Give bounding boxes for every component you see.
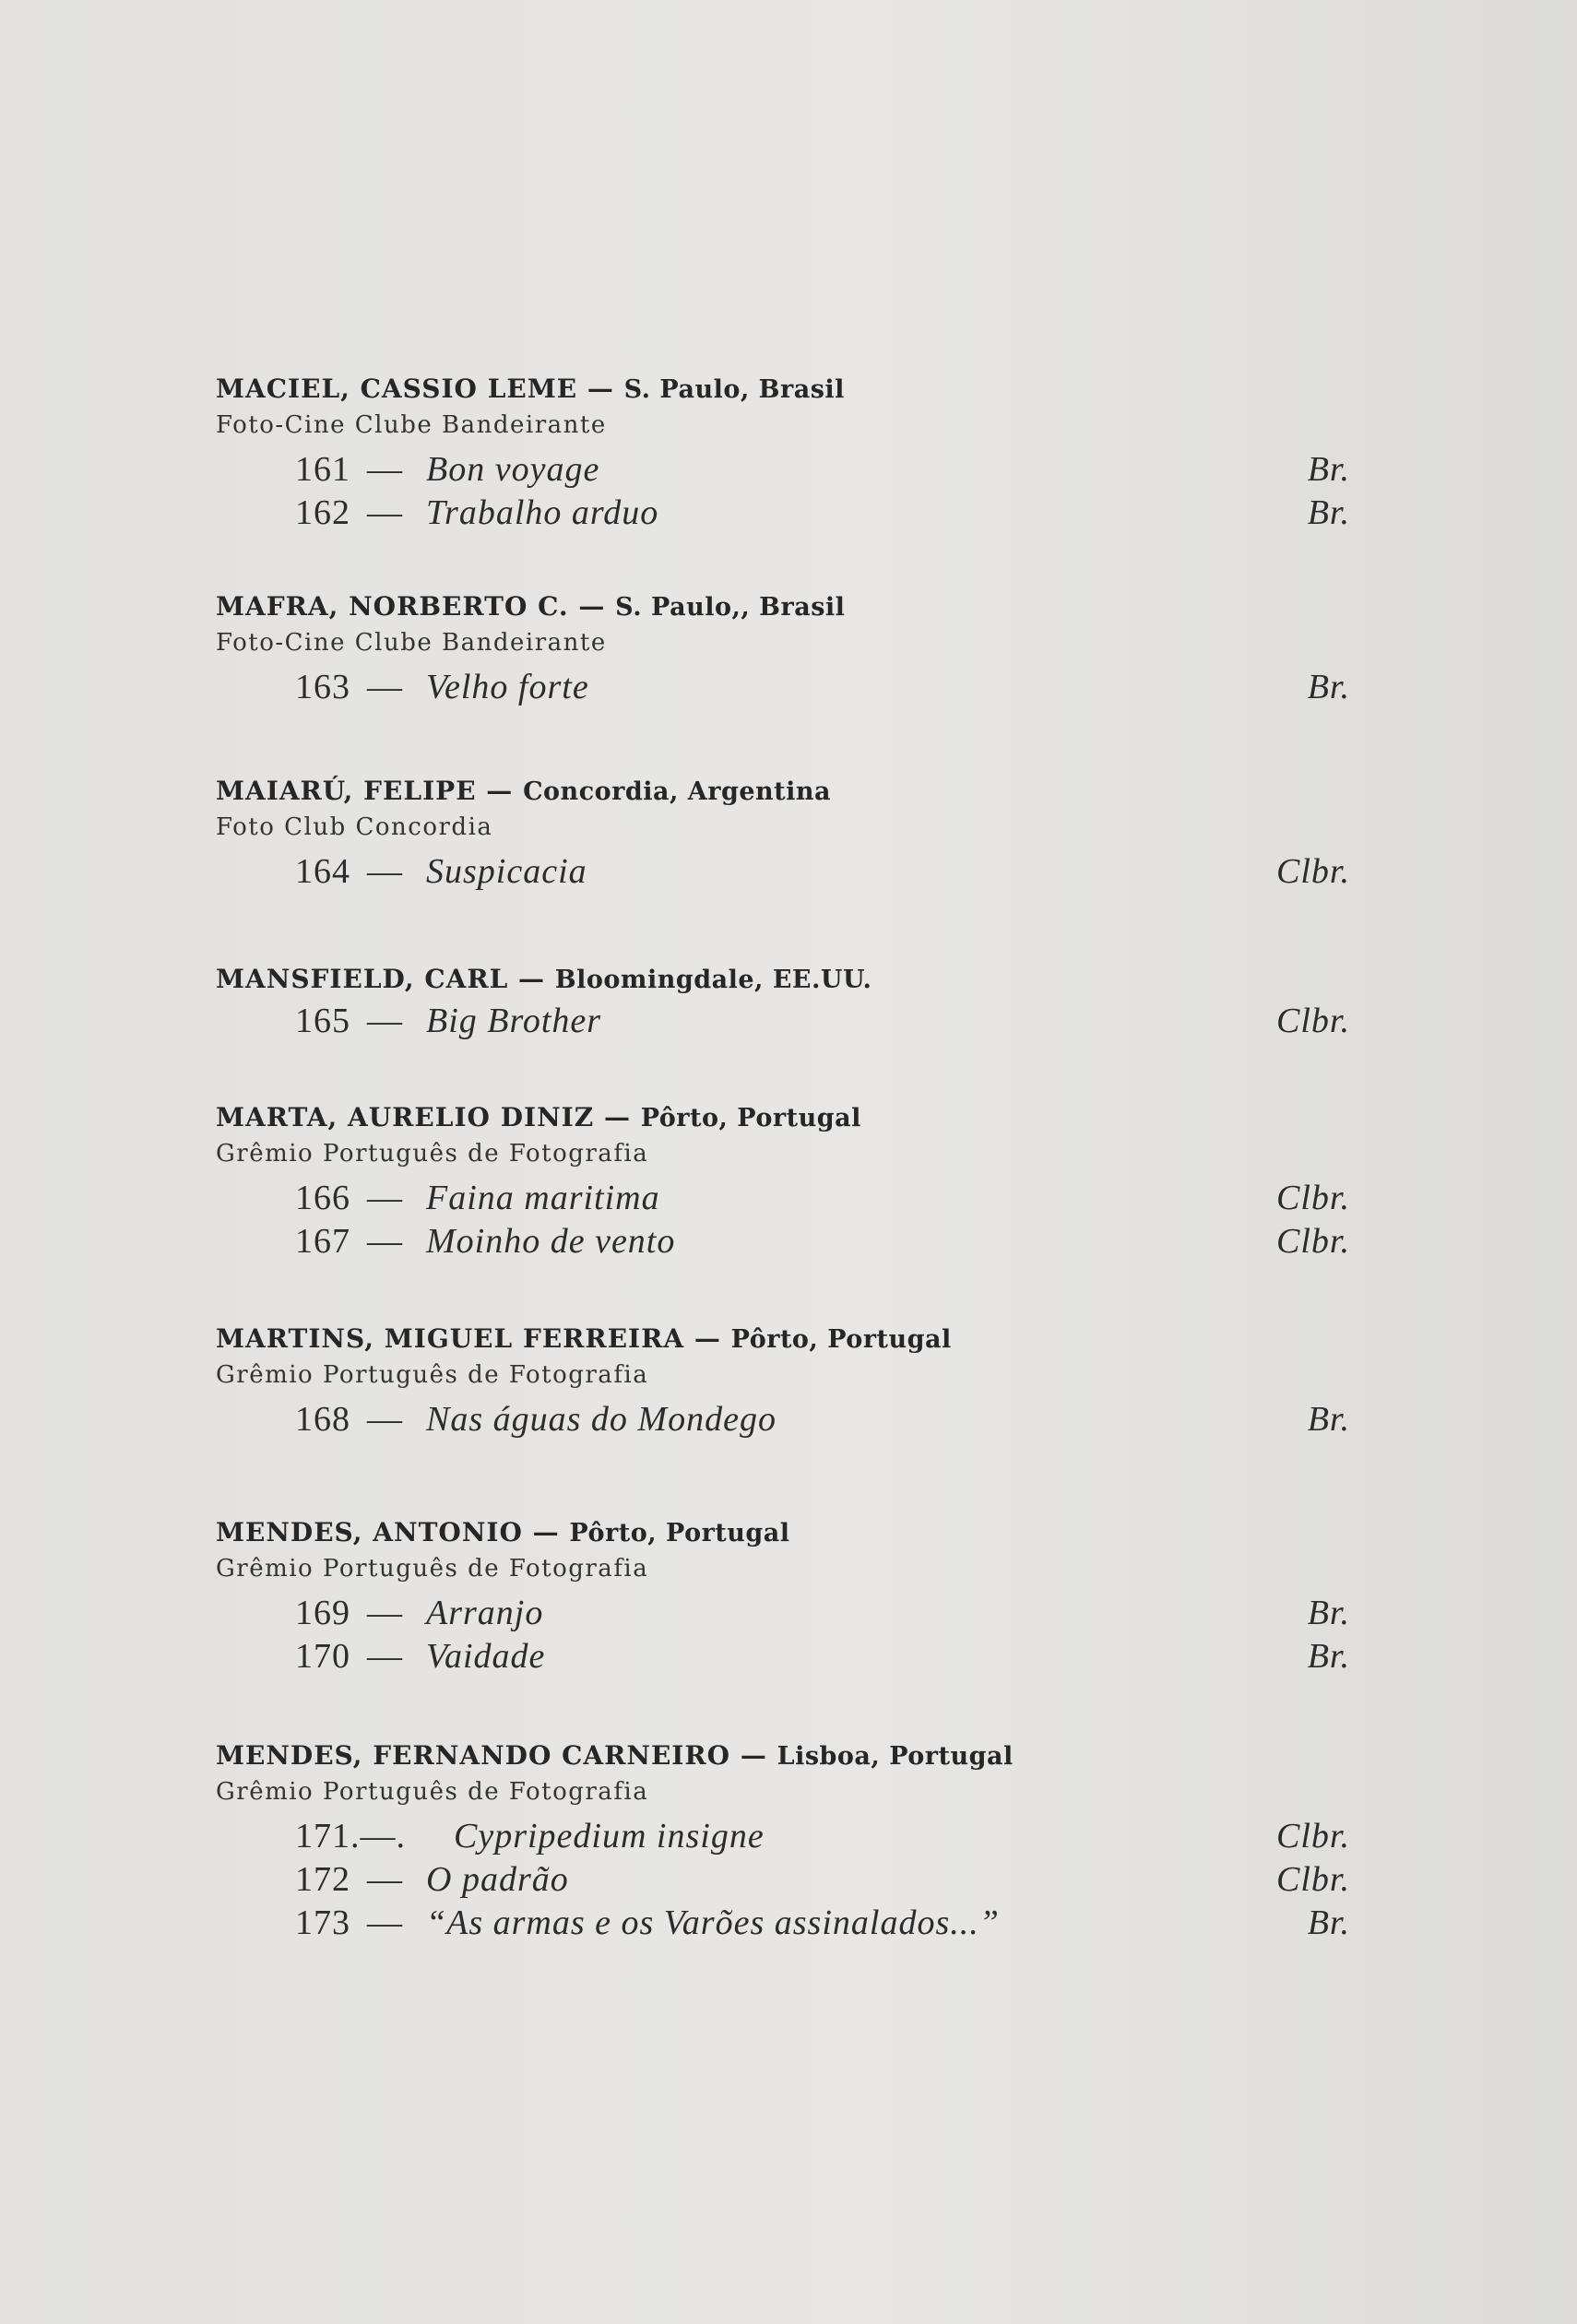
author-name: MENDES, ANTONIO [216,1517,523,1547]
club-name: Foto-Cine Clube Bandeirante [216,411,607,439]
author-location: Pôrto, Portugal [730,1325,952,1354]
work-award: Clbr. [1276,1860,1350,1899]
work-title: Trabalho arduo [426,493,659,532]
work-dash: — [367,1594,402,1632]
work-item [216,1815,1350,1858]
author-location: Pôrto, Portugal [640,1104,861,1132]
work-award: Clbr. [1276,1222,1350,1261]
work-dash: — [367,1222,402,1261]
work-item [216,1635,1350,1678]
entry-maciel [216,373,1350,535]
club-name: Foto-Cine Clube Bandeirante [216,629,607,657]
work-dash: — [367,1179,402,1217]
author-name: MENDES, FERNANDO CARNEIRO [216,1740,731,1771]
work-number: 172 [295,1860,350,1899]
work-award: Br. [1307,1903,1350,1942]
author-line: MACIEL, CASSIO LEME — S. Paulo, Brasil [216,374,845,404]
work-title: Big Brother [426,1002,602,1040]
author-name: MANSFIELD, CARL [216,964,509,994]
work-title: Suspicacia [426,852,587,891]
work-dash: — [367,1002,402,1040]
club-name: Grêmio Português de Fotografia [216,1361,649,1389]
work-award: Clbr. [1276,1817,1350,1856]
author-line: MAFRA, NORBERTO C. — S. Paulo,, Brasil [216,591,846,622]
work-title: Nas águas do Mondego [426,1400,777,1439]
author-location: S. Paulo, Brasil [623,375,845,404]
work-dash: — [367,1903,402,1942]
club-name: Grêmio Português de Fotografia [216,1778,649,1806]
entry-mendes-fernando [216,1739,1350,1945]
author-name: MARTA, AURELIO DINIZ [216,1102,595,1132]
work-item [216,850,1350,894]
author-name: MAFRA, NORBERTO C. [216,591,569,622]
work-award: Br. [1307,668,1350,706]
work-title: O padrão [426,1860,569,1899]
entry-martins [216,1322,1350,1441]
author-line: MARTINS, MIGUEL FERREIRA — Pôrto, Portugal [216,1323,952,1354]
work-award: Clbr. [1276,1002,1350,1040]
work-number: 167 [295,1222,350,1261]
entry-marta [216,1101,1350,1263]
work-number: 164 [295,852,350,891]
entry-mansfield [216,963,1350,1043]
work-item [216,1398,1350,1441]
author-line: MENDES, ANTONIO — Pôrto, Portugal [216,1517,790,1547]
work-award: Br. [1307,1637,1350,1676]
work-award: Br. [1307,493,1350,532]
author-line: MAIARÚ, FELIPE — Concordia, Argentina [216,776,832,806]
work-award: Clbr. [1276,1179,1350,1217]
entry-maiaru [216,775,1350,894]
work-number: 168 [295,1400,350,1439]
author-line: MARTA, AURELIO DINIZ — Pôrto, Portugal [216,1102,861,1132]
work-dash: — [367,450,402,489]
work-item [216,1592,1350,1635]
work-number: 163 [295,668,350,706]
work-number: 170 [295,1637,350,1676]
entry-mendes-antonio [216,1516,1350,1678]
work-number: 171.—. [295,1817,406,1856]
work-number: 166 [295,1179,350,1217]
work-award: Br. [1307,450,1350,489]
work-dash: — [367,852,402,891]
work-dash: — [367,1637,402,1676]
work-title: “As armas e os Varões assinalados...” [426,1903,1000,1942]
work-award: Clbr. [1276,852,1350,891]
author-name: MACIEL, CASSIO LEME [216,374,578,404]
work-number: 165 [295,1002,350,1040]
work-title: Moinho de vento [426,1222,676,1261]
work-title: Arranjo [426,1594,544,1632]
author-location: Concordia, Argentina [523,777,832,806]
work-dash: — [367,668,402,706]
author-location: Lisboa, Portugal [777,1742,1014,1771]
work-dash: — [367,1400,402,1439]
club-name: Foto Club Concordia [216,813,493,841]
work-title: Bon voyage [426,450,600,489]
work-number: 162 [295,493,350,532]
work-item [216,1858,1350,1902]
author-location: Bloomingdale, EE.UU. [554,966,872,994]
work-title: Faina maritima [426,1179,660,1217]
entry-mafra [216,590,1350,709]
club-name: Grêmio Português de Fotografia [216,1555,649,1583]
work-item [216,1000,1350,1043]
author-line: MENDES, FERNANDO CARNEIRO — Lisboa, Portugal [216,1740,1014,1771]
club-name: Grêmio Português de Fotografia [216,1140,649,1168]
work-item [216,1220,1350,1263]
work-award: Br. [1307,1594,1350,1632]
author-line: MANSFIELD, CARL — Bloomingdale, EE.UU. [216,964,872,994]
work-item [216,448,1350,492]
work-item [216,666,1350,709]
work-number: 161 [295,450,350,489]
work-dash: — [367,493,402,532]
work-title: Vaidade [426,1637,546,1676]
work-item [216,1177,1350,1220]
work-title: Velho forte [426,668,589,706]
author-location: S. Paulo,, Brasil [615,593,846,622]
work-number: 173 [295,1903,350,1942]
author-location: Pôrto, Portugal [569,1519,790,1547]
author-name: MAIARÚ, FELIPE [216,776,477,806]
work-item [216,492,1350,535]
work-award: Br. [1307,1400,1350,1439]
author-name: MARTINS, MIGUEL FERREIRA [216,1323,685,1354]
work-dash: — [367,1860,402,1899]
work-number: 169 [295,1594,350,1632]
work-title: Cypripedium insigne [454,1817,765,1856]
work-item [216,1902,1350,1945]
